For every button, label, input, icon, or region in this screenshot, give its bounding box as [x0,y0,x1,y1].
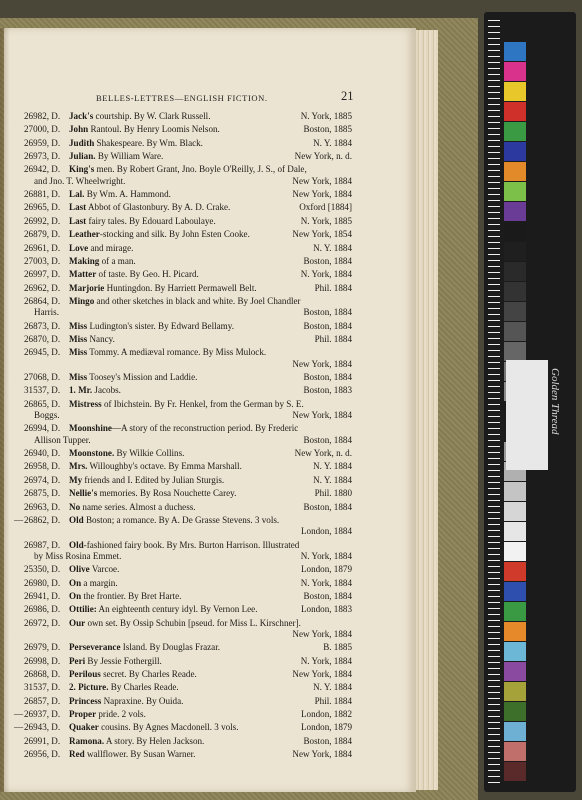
entry-title-rest: -stocking and silk. By John Esten Cooke. [99,229,250,240]
entry-number: 26937, D. [24,709,61,720]
ruler-scale [488,20,500,784]
entry-imprint: Oxford [1884] [299,202,352,213]
entry-number: 26959, D. [24,137,61,148]
entry-title-rest: By Charles Reade. [108,682,179,693]
entry-title-bold: Mistress [69,398,102,409]
color-swatch [504,482,526,501]
entry-number: 26879, D. [24,229,61,240]
entry-title-bold: Leather [69,229,100,240]
entry-continuation-text: Boggs. [34,410,60,421]
entry-title-bold: Ottilie: [69,604,97,615]
entry-number: 26965, D. [24,202,61,213]
entry-title-bold: Last [69,202,87,213]
entry-title [69,385,121,396]
entry-title [69,151,163,162]
color-swatch [504,702,526,721]
entry-imprint: N. York, 1885 [300,111,352,121]
entry-title-rest: pride. 2 vols. [96,709,146,720]
entry-imprint: Boston, 1884 [303,255,352,266]
color-swatch [504,762,526,781]
entry-title [69,372,197,383]
entry-title-rest: Jacobs. [92,385,121,396]
entry-imprint: B. 1885 [323,642,352,653]
entry-title [69,591,181,602]
color-swatch [504,222,526,241]
running-header: BELLES-LETTRES—ENGLISH FICTION. [96,93,268,103]
entry-title-bold: Judith [69,137,95,148]
entry-continuation-text: Allison Tupper. [34,434,91,445]
entry-title-bold: Last [69,215,87,226]
entry-title-bold: Miss [69,347,88,358]
entry-imprint: N. York, 1884 [300,550,352,561]
entry-title-bold: 1. Mr. [69,385,93,396]
entry-title [69,696,183,707]
entry-title-bold: 2. Picture. [69,682,109,693]
entry-title [69,334,115,345]
entry-title-bold: Miss [69,372,88,382]
entry-title-rest: Ludington's sister. By Edward Bellamy. [87,320,234,331]
entry-number: 26987, D. [24,539,61,550]
entry-number: 26864, D. [24,295,61,306]
entry-title-bold: Marjorie [69,282,105,293]
entry-imprint: Boston, 1883 [303,385,352,396]
entry-title-rest: Rantoul. By Henry Loomis Nelson. [88,124,220,135]
entry-title-rest: Toosey's Mission and Laddie. [87,372,198,382]
entry-title-rest: Napraxine. By Ouida. [101,695,184,706]
entry-imprint: Boston, 1884 [303,372,352,382]
entry-title [69,578,118,589]
entry-title-rest: the frontier. By Bret Harte. [81,590,182,601]
entry-imprint: Boston, 1885 [303,124,352,135]
entry-number: 26974, D. [24,474,61,485]
entry-title-rest: Abbot of Glastonbury. By A. D. Crake. [86,202,231,213]
entry-title [69,540,299,551]
entry-number: 26986, D. [24,604,61,615]
color-swatch [504,662,526,681]
entry-number: 26963, D. [24,501,61,512]
entry-title-bold: Moonshine [69,423,112,434]
entry-title-rest: fairy tales. By Edouard Laboulaye. [86,215,216,226]
entry-title [69,124,220,135]
entry-number: 26992, D. [24,215,61,226]
entry-title [69,202,230,213]
entry-number: 26875, D. [24,488,61,499]
entry-number: 26994, D. [24,423,61,434]
entry-imprint: N. Y. 1884 [313,682,352,693]
entry-number: 26980, D. [24,577,61,588]
entry-title-rest: By Jessie Fothergill. [85,655,162,666]
entry-title-bold: Proper [69,709,97,720]
entry-title-rest: By Wm. A. Hammond. [84,189,171,200]
entry-number: 26881, D. [24,189,61,200]
color-swatch [504,322,526,341]
entry-title [69,669,197,680]
entry-number: 26956, D. [24,749,61,760]
entry-title [69,722,239,733]
entry-title-rest: Shakespeare. By Wm. Black. [94,137,203,148]
entry-imprint: New York, 1884 [292,189,352,200]
entry-title-rest: a margin. [81,577,118,588]
entry-title-bold: Mrs. [69,461,88,472]
entry-title-rest: friends and I. Edited by Julian Sturgis. [82,474,225,485]
entry-title-bold: Perilous [69,669,101,680]
entry-title-rest: memories. By Rosa Nouchette Carey. [97,488,237,499]
entry-imprint: N. York, 1884 [300,655,352,666]
entry-title-bold: My [69,474,83,485]
color-swatch [504,502,526,521]
entry-title-bold: Red [69,749,85,760]
entry-title-rest: and other sketches in black and white. By Joel Chandler [94,295,301,306]
entry-title-rest: of taste. By Geo. H. Picard. [96,269,199,280]
color-swatch [504,262,526,281]
entry-title [69,283,257,294]
color-swatch [504,202,526,221]
color-swatch [504,242,526,261]
entry-number: 26941, D. [24,590,61,601]
entry-title-bold: Matter [69,269,97,280]
entry-imprint: Boston, 1884 [303,590,352,601]
entry-title-rest: secret. By Charles Reade. [100,669,197,680]
entry-title-bold: John [69,124,89,135]
entry-imprint: Phil. 1880 [314,488,352,499]
entry-imprint: New York, 1884 [292,175,352,186]
entry-title-rest: By William Ware. [95,151,164,162]
color-swatch [504,642,526,661]
entry-title [69,111,210,122]
entry-imprint: Phil. 1884 [314,333,352,344]
entry-title-rest: An eighteenth century idyl. By Vernon Lee. [96,604,258,615]
entry-title-rest: Huntingdon. By Harriett Permawell Belt. [104,282,257,293]
entry-title-bold: On [69,590,82,601]
entry-continuation-text: Harris. [34,307,59,318]
entry-imprint: London, 1879 [300,722,352,733]
entry-imprint: N. York, 1884 [300,269,352,280]
entry-number: 27003, D. [24,255,61,266]
entry-number: 26979, D. [24,642,61,653]
entry-number: 27068, D. [24,372,61,382]
entry-title [69,515,279,526]
entry-title-rest: Willoughby's octave. By Emma Marshall. [87,461,242,472]
entry-title [69,296,301,307]
entry-title-bold: Old [69,539,84,550]
entry-imprint: New York, n. d. [294,151,352,162]
entry-title [69,189,171,200]
entry-number: 26998, D. [24,655,61,666]
entry-imprint: N. Y. 1884 [313,474,352,485]
entry-title [69,256,136,267]
color-swatch [504,742,526,761]
entry-title-bold: Old [69,514,84,525]
entry-title-bold: Princess [69,695,102,706]
entry-imprint: Phil. 1884 [314,282,352,293]
entry-title [69,749,195,760]
margin-mark: — [14,722,24,733]
entry-continuation-text: and Jno. T. Wheelwright. [34,175,126,186]
entry-imprint: N. York, 1885 [300,215,352,226]
entry-title-bold: On [69,577,82,588]
golden-thread-target [506,360,548,470]
color-swatch [504,602,526,621]
entry-title [69,475,224,486]
entry-title [69,138,203,149]
entry-title [69,347,266,358]
color-swatch [504,282,526,301]
entry-title-rest: -fashioned fairy book. By Mrs. Burton Harrison. Illustrated [83,539,300,550]
entry-title-bold: Miss [69,320,88,331]
entry-title-bold: Quaker [69,722,99,733]
entry-title [69,423,298,434]
book-page [4,28,416,792]
entry-imprint: New York, 1884 [292,749,352,760]
color-swatch [504,542,526,561]
entry-title-bold: Ramona. [69,735,105,746]
entry-number: 26972, D. [24,617,61,628]
entry-number: 26943, D. [24,722,61,733]
entry-title-bold: Peri [69,655,86,666]
entry-title-bold: Jack's [69,111,94,121]
entry-number: 26982, D. [24,111,61,121]
color-swatch [504,162,526,181]
color-swatch [504,42,526,61]
entry-number: 27000, D. [24,124,61,135]
entry-imprint: Boston, 1884 [303,735,352,746]
entry-title-rest: and mirage. [88,242,134,253]
margin-mark: — [14,709,24,720]
entry-title-bold: Making [69,255,100,266]
entry-title-rest: A story. By Helen Jackson. [104,735,205,746]
spine-shadow [0,28,10,792]
color-swatch [504,302,526,321]
entry-imprint: New York, 1884 [292,629,352,639]
entry-imprint: N. York, 1884 [300,577,352,588]
page-number: 21 [341,89,354,103]
entry-title [69,164,307,175]
entry-continuation-text: by Miss Rosina Emmet. [34,550,122,561]
entry-imprint: N. Y. 1884 [313,137,352,148]
entry-title [69,618,301,629]
entry-title [69,656,162,667]
entry-title-rest: of a man. [99,255,136,266]
entry-title-bold: Olive [69,564,90,575]
entry-title-rest: men. By Robert Grant, Jno. Boyle O'Reilly, J. S., of Dale, [94,164,307,175]
entry-imprint: New York, n. d. [294,448,352,459]
entry-title-bold: Mingo [69,295,95,306]
color-swatch [504,102,526,121]
entry-title [69,564,119,575]
entry-title-rest: own set. By Ossip Schubin [pseud. for Miss L. Kirschner]. [85,617,301,628]
entry-title-rest: of Ibichstein. By Fr. Henkel, from the German by S. E. [101,398,304,409]
entry-number: 26870, D. [24,333,61,344]
entry-imprint: Boston, 1884 [303,320,352,331]
entry-imprint: Boston, 1884 [303,501,352,512]
entry-title-bold: Miss [69,333,88,344]
entry-imprint: Phil. 1884 [314,695,352,706]
entry-title-rest: Island. By Douglas Frazar. [120,642,221,653]
color-swatch [504,342,526,361]
entry-imprint: N. Y. 1884 [313,461,352,472]
entry-imprint: New York, 1884 [292,358,352,369]
entry-imprint: Boston, 1884 [303,307,352,318]
entry-title-rest: courtship. By W. Clark Russell. [93,111,211,121]
entry-title [69,269,199,280]
entry-imprint: London, 1882 [300,709,352,720]
entry-number: 26961, D. [24,242,61,253]
entry-number: 26958, D. [24,461,61,472]
entry-title-bold: King's [69,164,95,175]
entry-title-bold: Love [69,242,89,253]
entry-title-bold: Perseverance [69,642,121,653]
entry-title [69,642,220,653]
color-swatch [504,622,526,641]
color-swatch [504,142,526,161]
entry-number: 26873, D. [24,320,61,331]
entry-title-bold: Julian. [69,151,96,162]
entry-title-bold: Nellie's [69,488,98,499]
entry-title [69,321,234,332]
entry-imprint: London, 1884 [300,526,352,537]
color-swatch [504,562,526,581]
color-swatch [504,682,526,701]
entry-imprint: New York, 1884 [292,669,352,680]
entry-number: 26997, D. [24,269,61,280]
page-edges [416,30,438,790]
entry-number: 26868, D. [24,669,61,680]
entry-title [69,709,146,720]
entry-imprint: London, 1879 [300,564,352,575]
entry-title [69,488,236,499]
entry-number: 26991, D. [24,735,61,746]
entry-title-bold: Lal. [69,189,85,200]
entry-number: 26973, D. [24,151,61,162]
entry-number: 25350, D. [24,564,61,575]
entry-title-rest: Boston; a romance. By A. De Grasse Stevens. 3 vols. [83,514,280,525]
entry-number: 26942, D. [24,164,61,175]
margin-mark: — [14,514,24,525]
entry-number: 26857, D. [24,695,61,706]
entry-title [69,216,216,227]
entry-imprint: London, 1883 [300,604,352,615]
color-swatch [504,722,526,741]
color-swatch [504,122,526,141]
entry-number: 31537, D. [24,682,61,693]
entry-title-bold: Moonstone. [69,448,115,459]
entry-number: 26940, D. [24,448,61,459]
entry-imprint: New York, 1884 [292,410,352,421]
entry-title-rest: name series. Almost a duchess. [80,501,196,512]
entry-title [69,448,184,459]
entry-title [69,229,250,240]
entry-number: 26862, D. [24,514,61,525]
entry-number: 26945, D. [24,347,61,358]
entry-title-bold: Our [69,617,86,628]
color-swatch [504,82,526,101]
entry-title [69,604,257,615]
color-swatch [504,582,526,601]
entry-title [69,502,196,513]
color-swatch [504,182,526,201]
color-swatch [504,62,526,81]
entry-title [69,399,304,410]
entry-title-rest: —A story of the reconstruction period. By Frederic [111,423,299,434]
entry-title [69,682,179,693]
color-swatch [504,522,526,541]
entry-number: 26865, D. [24,398,61,409]
entry-number: 26962, D. [24,282,61,293]
entry-title-bold: No [69,501,81,512]
entry-title-rest: cousins. By Agnes Macdonell. 3 vols. [98,722,239,733]
entry-title-rest: Tommy. A mediæval romance. By Miss Mulock. [87,347,267,358]
entry-title-rest: Nancy. [87,333,115,344]
entry-number: 31537, D. [24,385,61,396]
entry-title-rest: By Wilkie Collins. [114,448,185,459]
golden-thread-label: Golden Thread [549,368,561,435]
entry-title [69,736,204,747]
entry-imprint: N. Y. 1884 [313,242,352,253]
entry-title-rest: wallflower. By Susan Warner. [84,749,196,760]
entry-title [69,461,242,472]
entry-title-rest: Varcoe. [89,564,120,575]
entry-title [69,243,133,254]
entry-imprint: Boston, 1884 [303,434,352,445]
entry-imprint: New York, 1854 [292,229,352,240]
